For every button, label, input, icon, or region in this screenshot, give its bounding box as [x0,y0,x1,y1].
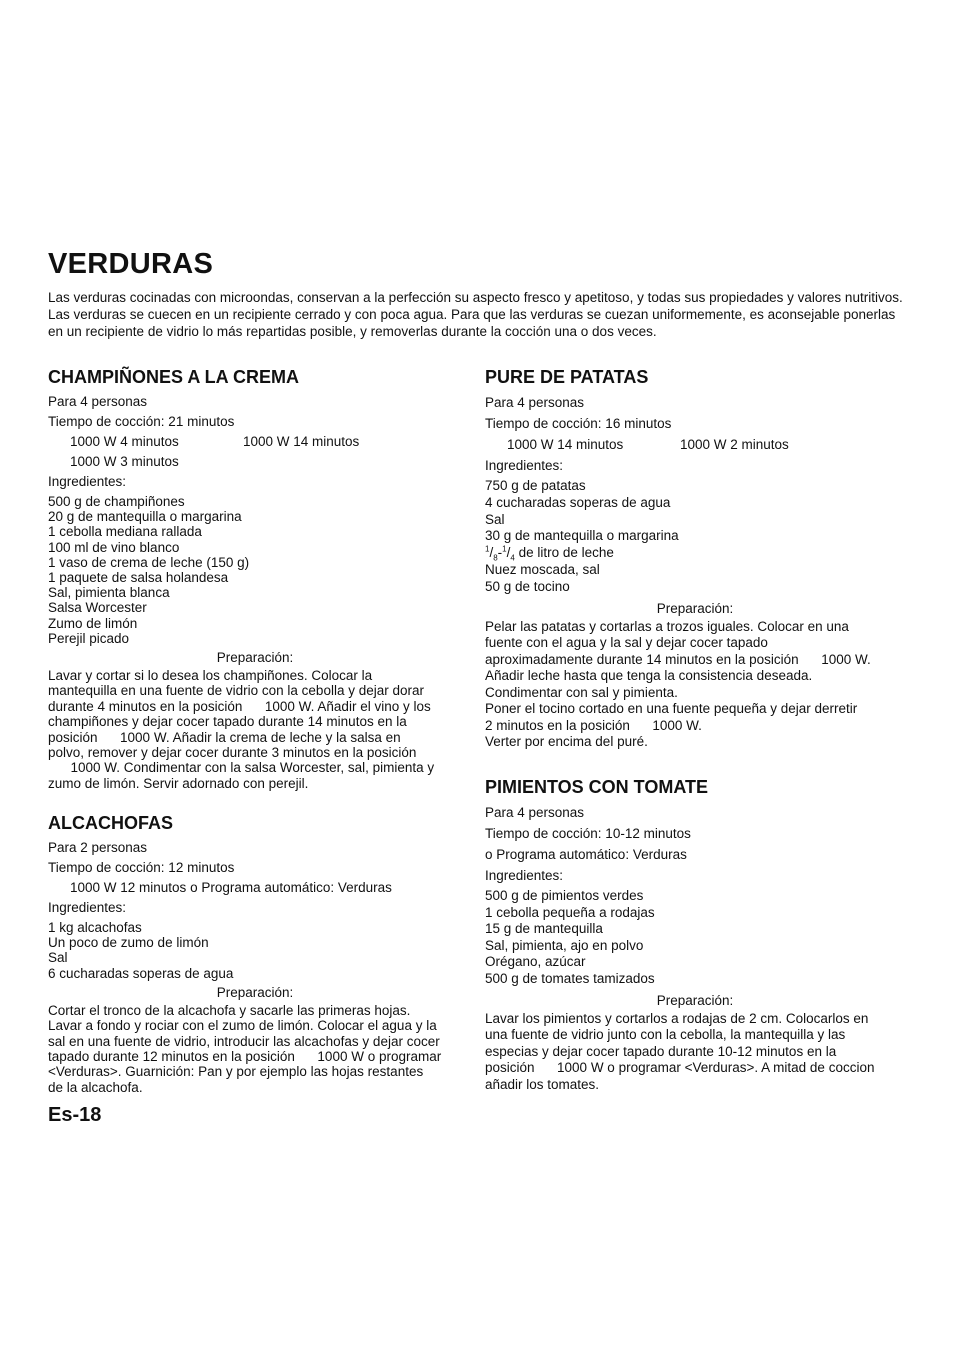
preparation-line: posición 1000 W o programar <Verduras>. A mitad de coccion [485,1060,875,1076]
power-step [48,432,472,452]
preparation-text [48,668,472,791]
preparation-line: Verter por encima del puré. [485,734,648,750]
ingredient-list [48,494,472,646]
ingredient: 20 g de mantequilla o margarina [48,509,242,525]
ingredient: 1 vaso de crema de leche (150 g) [48,554,250,570]
preparation-label: Preparación: [216,984,294,1000]
cooking-time: Tiempo de cocción: 10-12 minutos [485,826,691,841]
ingredient: 50 g de tocino [485,578,570,594]
cooking-time: Tiempo de cocción: 21 minutos [48,414,235,429]
preparation-line: de la alcachofa. [48,1079,143,1095]
ingredient: Salsa Worcester [48,600,147,616]
preparation-line: una fuente de vidrio junto con la cebolla, la mantequilla y las [485,1027,846,1043]
cooking-time: Tiempo de cocción: 12 minutos [48,860,235,875]
ingredient: 500 g de pimientos verdes [485,888,644,903]
fraction-numerator: 1 [485,544,490,554]
preparation-line: Cortar el tronco de la alcachofa y sacarle las primeras hojas. [48,1002,411,1018]
recipe-alcachofas [48,812,472,1095]
preparation-line: Lavar a fondo y rociar con el zumo de limón. Colocar el agua y la [48,1018,437,1034]
ingredient: 1 paquete de salsa holandesa [48,570,229,586]
ingredient: 500 g de champiñones [48,494,185,509]
preparation-line: Lavar los pimientos y cortarlos a rodajas de 2 cm. Colocarlos en [485,1010,869,1026]
fraction-denominator: 4 [510,553,515,563]
servings: Para 2 personas [48,840,148,855]
preparation-line: posición 1000 W. Añadir la crema de leche y la salsa en [48,729,401,745]
recipe-title: CHAMPIÑONES A LA CREMA [48,367,299,387]
ingredient-list [485,888,915,988]
power-step: 1000 W 12 minutos o Programa automático: Verduras [70,880,392,895]
servings: Para 4 personas [485,805,585,820]
preparation-line: polvo, remover y dejar cocer durante 3 minutos en la posición [48,745,417,761]
preparation-line: Lavar y cortar si lo desea los champiñones. Colocar la [48,668,373,684]
ingredient: Sal [485,511,505,527]
preparation-line: zumo de limón. Servir adornado con perejil. [48,775,309,791]
preparation-label: Preparación: [656,600,734,616]
ingredients-label: Ingredientes: [48,474,127,489]
ingredient: Orégano, azúcar [485,954,586,970]
power-step-1: 1000 W 14 minutos [507,437,624,452]
preparation-line: 1000 W. Condimentar con la salsa Worcester, sal, pimienta y [48,760,435,776]
ingredient: 100 ml de vino blanco [48,539,180,555]
fraction-text: de litro de leche [514,545,614,561]
preparation-line: <Verduras>. Guarnición: Pan y por ejemplo las hojas restantes [48,1064,424,1080]
ingredient: Un poco de zumo de limón [48,935,209,951]
preparation-text [48,1003,472,1095]
ingredient: Sal, pimienta blanca [48,585,170,601]
preparation-line: aproximadamente durante 14 minutos en la posición 1000 W. [485,651,871,667]
recipe-title: PIMIENTOS CON TOMATE [485,777,709,797]
ingredient: 500 g de tomates tamizados [485,970,655,986]
intro-text [48,289,910,340]
ingredient: 1 cebolla pequeña a rodajas [485,904,655,920]
ingredient: 1 cebolla mediana rallada [48,524,202,540]
recipe-title: ALCACHOFAS [48,813,173,833]
servings: Para 4 personas [48,394,148,409]
page-number: Es-18 [48,1104,102,1126]
servings: Para 4 personas [485,395,585,410]
ingredient: 750 g de patatas [485,478,586,493]
preparation-line: Poner el tocino cortado en una fuente pequeña y dejar derretir [485,701,858,717]
intro-paragraph: Las verduras cocinadas con microondas, conservan a la perfección su aspecto fresco y apetitoso, y todas sus propiedades y valores nutritivos. [48,290,903,305]
ingredient: Sal [48,950,68,966]
ingredient: Zumo de limón [48,615,138,631]
ingredient: Nuez moscada, sal [485,561,600,577]
preparation-line: durante 4 minutos en la posición 1000 W. Añadir el vino y los [48,698,431,714]
power-step [485,434,915,455]
preparation-line: tapado durante 12 minutos en la posición 1000 W o programar [48,1049,442,1065]
power-step-2: 1000 W 14 minutos [243,434,360,449]
preparation-line: especias y dejar cocer tapado durante 10-12 minutos en la [485,1043,837,1059]
recipe-champinones [48,366,472,791]
power-step-1: 1000 W 4 minutos [70,434,179,449]
preparation-line: fuente con el agua y la sal y dejar cocer tapado [485,635,768,651]
intro-paragraph: Las verduras se cuecen en un recipiente cerrado y con poca agua. Para que las verduras se cuezan uniformemente, es aconsejable ponerlas en un recipiente de vidrio lo más repartidas posible, y removerlas durante la cocción una o dos veces. [48,307,896,339]
ingredients-label: Ingredientes: [48,900,127,915]
ingredient-fraction: $^1/_8-^1/_4$ de litro de leche [485,544,614,563]
preparation-label: Preparación: [656,992,734,1008]
recipe-pimientos [485,776,915,1094]
preparation-line: mantequilla en una fuente de vidrio con la cebolla y dejar dorar [48,683,424,699]
preparation-line: champiñones y dejar cocer tapado durante 14 minutos en la [48,714,407,730]
preparation-label: Preparación: [216,650,294,666]
preparation-line: sal en una fuente de vidrio, introducir las alcachofas y dejar cocer [48,1033,440,1049]
ingredient: 15 g de mantequilla [485,921,603,937]
fraction-numerator: 1 [502,544,507,554]
preparation-text [485,1011,915,1094]
preparation-line: Pelar las patatas y cortarlas a trozos iguales. Colocar en una [485,618,849,634]
ingredient-list [48,920,472,981]
power-step-3: 1000 W 3 minutos [70,454,179,469]
recipe-title: PURE DE PATATAS [485,367,649,387]
ingredient: 1 kg alcachofas [48,920,142,935]
ingredient: 30 g de mantequilla o margarina [485,528,679,544]
ingredient-list [485,478,915,596]
ingredient: Sal, pimienta, ajo en polvo [485,937,644,953]
program: o Programa automático: Verduras [485,847,687,862]
fraction-denominator: 8 [493,553,498,563]
ingredient: 6 cucharadas soperas de agua [48,965,234,981]
ingredient: Perejil picado [48,630,130,646]
preparation-line: Añadir leche hasta que tenga la consistencia deseada. [485,668,813,684]
page-title: VERDURAS [48,248,214,280]
ingredient: 4 cucharadas soperas de agua [485,494,671,510]
ingredients-label: Ingredientes: [485,868,564,883]
preparation-text [485,619,915,751]
recipe-pure-patatas [485,366,915,751]
preparation-line: añadir los tomates. [485,1076,600,1092]
ingredients-label: Ingredientes: [485,458,564,473]
power-step-2: 1000 W 2 minutos [680,437,789,452]
preparation-line: Condimentar con sal y pimienta. [485,684,678,700]
preparation-line: 2 minutos en la posición 1000 W. [485,717,702,733]
cooking-time: Tiempo de cocción: 16 minutos [485,416,672,431]
